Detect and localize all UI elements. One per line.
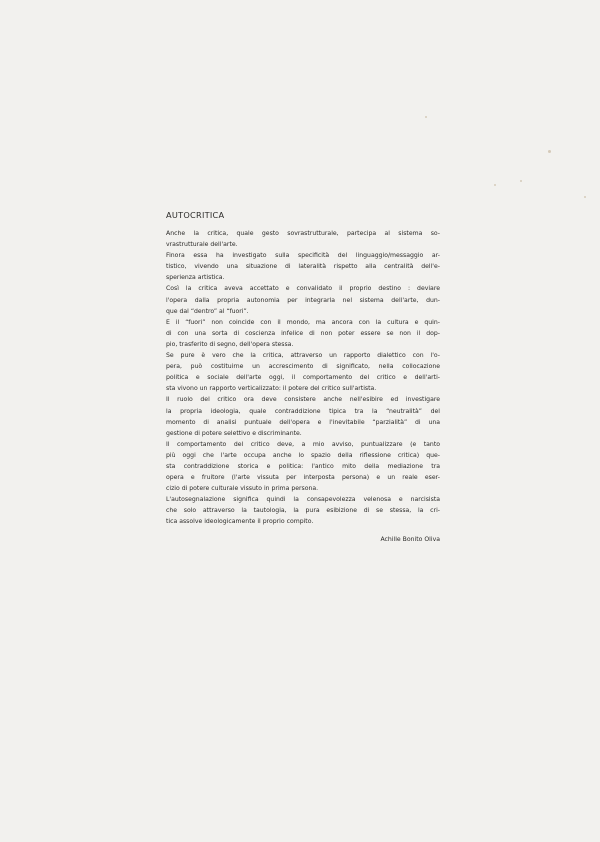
paper-speck: [425, 116, 427, 118]
text-line: Finora essa ha investigato sulla specificità del linguaggio/messaggio ar-: [166, 252, 440, 260]
text-line: que dal “dentro” al “fuori”.: [166, 307, 249, 315]
text-line: pera, può costituirne un accrescimento di significato, nella collocazione: [166, 363, 440, 371]
text-line: vrastrutturale dell'arte.: [166, 241, 238, 249]
text-line: Così la critica aveva accettato e convalidato il proprio destino : deviare: [166, 285, 440, 293]
paragraph: [166, 250, 440, 283]
text-line: tistico, vivendo una situazione di lateralità rispetto alla centralità dell'e-: [166, 263, 440, 271]
text-line: L'autosegnalazione significa quindi la consapevolezza velenosa e narcisista: [166, 496, 440, 504]
text-line: più oggi che l'arte occupa anche lo spazio della riflessione critica) que-: [166, 451, 440, 459]
paper-speck: [548, 150, 551, 153]
text-line: di con una sorta di coscienza infelice di non poter essere se non il dop-: [166, 329, 440, 337]
paragraph: [166, 283, 440, 316]
paragraph: [166, 317, 440, 350]
text-line: tica assolve ideologicamente il proprio compito.: [166, 518, 314, 526]
text-line: opera e fruitore (l'arte vissuta per interposta persona) e un reale eser-: [166, 474, 440, 482]
text-line: Se pure è vero che la critica, attraverso un rapporto dialettico con l'o-: [166, 352, 440, 360]
paper-speck: [520, 180, 522, 182]
text-line: gestione di potere selettivo e discriminante.: [166, 429, 302, 437]
text-line: E il “fuori” non coincide con il mondo, ma ancora con la cultura e quin-: [166, 318, 440, 326]
paragraph: [166, 439, 440, 494]
text-line: sperienza artistica.: [166, 274, 225, 282]
paragraph: [166, 394, 440, 438]
paragraph: [166, 494, 440, 527]
text-line: la propria ideologia, quale contraddizione tipica tra la “neutralità” del: [166, 407, 440, 415]
text-line: l'opera dalla propria autonomia per integrarla nel sistema dell'arte, dun-: [166, 296, 440, 304]
document-title: AUTOCRITICA: [166, 210, 225, 220]
document-body: [166, 210, 440, 545]
paper-speck: [584, 196, 586, 198]
text-line: sta contraddizione storica e politica: l'antico mito della mediazione tra: [166, 462, 440, 470]
paragraphs-container: [166, 228, 440, 528]
text-line: politica e sociale dell'arte oggi, il comportamento del critico e dell'arti-: [166, 374, 440, 382]
text-line: pio, trasferito di segno, dell'opera stessa.: [166, 340, 294, 348]
text-line: momento di analisi puntuale dell'opera e l'inevitabile “parzialità” di una: [166, 418, 440, 426]
text-line: che solo attraverso la tautologia, la pura esibizione di se stessa, la cri-: [166, 507, 440, 515]
text-line: sta vivono un rapporto verticalizzato: il potere del critico sull'artista.: [166, 385, 377, 393]
text-line: Il comportamento del critico deve, a mio avviso, puntualizzare (e tanto: [166, 440, 440, 448]
author-signature: Achille Bonito Oliva: [380, 535, 440, 543]
text-line: Il ruolo del critico ora deve consistere anche nell'esibire ed investigare: [166, 396, 440, 404]
text-line: cizio di potere culturale vissuto in prima persona.: [166, 485, 319, 493]
paragraph: [166, 350, 440, 394]
text-line: Anche la critica, quale gesto sovrastrutturale, partecipa al sistema so-: [166, 230, 440, 237]
paragraph: [166, 228, 440, 250]
paper-speck: [494, 184, 496, 186]
